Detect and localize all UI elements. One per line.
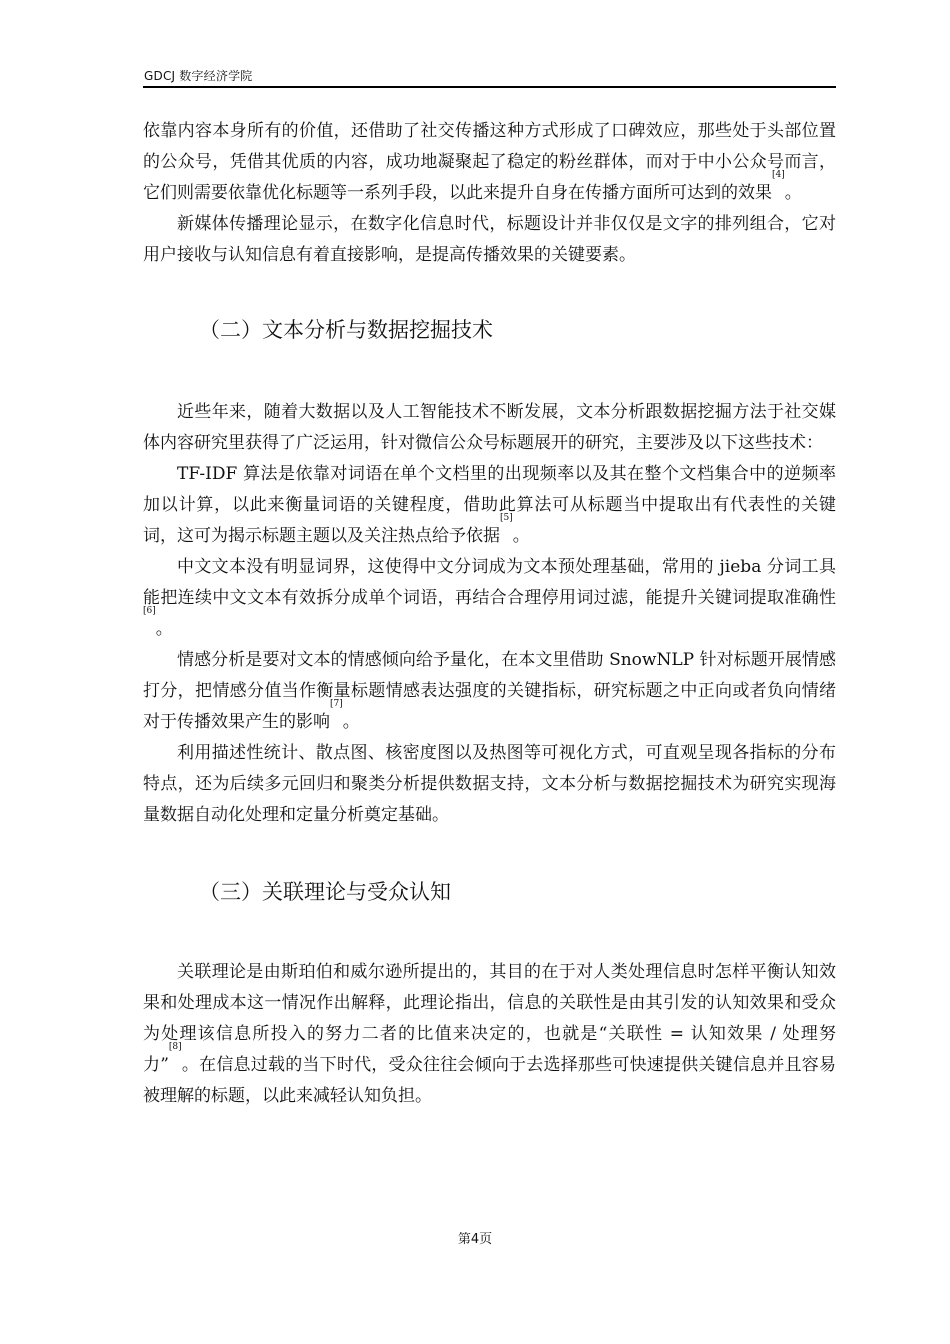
paragraph-tail: 。 <box>342 712 360 732</box>
paragraph-text: TF-IDF 算法是依靠对词语在单个文档里的出现频率以及其在整个文档集合中的逆频率加以计算，以此来衡量词语的关键程度，借助此算法可从标题当中提取出有代表性的关键词，这可为揭示标题主题以及关注热点给予依据 <box>143 464 836 546</box>
section-heading-text-analysis: （二）文本分析与数据挖掘技术 <box>199 318 493 342</box>
citation-ref: [7] <box>330 699 343 709</box>
section-intro-continued <box>143 116 836 271</box>
page-number: 第4页 <box>457 1232 493 1247</box>
citation-ref: [8] <box>168 1042 182 1052</box>
citation-ref: [5] <box>500 513 513 523</box>
citation-ref: [6] <box>143 606 156 616</box>
paragraph <box>143 209 836 271</box>
paragraph <box>143 957 836 1112</box>
section-heading-relevance-theory: （三）关联理论与受众认知 <box>199 880 451 904</box>
paragraph-text: 关联理论是由斯珀伯和威尔逊所提出的，其目的在于对人类处理信息时怎样平衡认知效果和处理成本这一情况作出解释，此理论指出，信息的关联性是由其引发的认知效果和受众为处理该信息所投入的努力二者的比值来决定的，也就是“关联性 = 认知效果 / 处理努力” <box>143 962 836 1075</box>
page-footer <box>0 1228 950 1247</box>
paragraph <box>143 459 836 552</box>
header-title: GDCJ 数字经济学院 <box>144 69 253 83</box>
paragraph-text: 依靠内容本身所有的价值，还借助了社交传播这种方式形成了口碑效应，那些处于头部位置的公众号，凭借其优质的内容，成功地凝聚起了稳定的粉丝群体，而对于中小公众号而言，它们则需要依靠优化标题等一系列手段，以此来提升自身在传播方面所可达到的效果 <box>143 121 836 203</box>
page-header <box>143 66 836 88</box>
section-text-analysis <box>143 397 836 831</box>
paragraph <box>143 552 836 645</box>
paragraph <box>143 738 836 831</box>
paragraph <box>143 645 836 738</box>
paragraph-tail: 。在信息过载的当下时代，受众往往会倾向于去选择那些可快速提供关键信息并且容易被理解的标题，以此来减轻认知负担。 <box>143 1055 836 1106</box>
paragraph-text: 近些年来，随着大数据以及人工智能技术不断发展，文本分析跟数据挖掘方法于社交媒体内容研究里获得了广泛运用，针对微信公众号标题展开的研究，主要涉及以下这些技术： <box>143 402 836 453</box>
paragraph <box>143 397 836 459</box>
paragraph <box>143 116 836 209</box>
paragraph-text: 新媒体传播理论显示，在数字化信息时代，标题设计并非仅仅是文字的排列组合，它对用户接收与认知信息有着直接影响，是提高传播效果的关键要素。 <box>143 214 836 265</box>
paragraph-text: 中文文本没有明显词界，这使得中文分词成为文本预处理基础，常用的 jieba 分词工具能把连续中文文本有效拆分成单个词语，再结合合理停用词过滤，能提升关键词提取准确性 <box>143 557 836 608</box>
section-relevance-theory <box>143 957 836 1112</box>
paragraph-tail: 。 <box>155 619 173 639</box>
paragraph-tail: 。 <box>784 183 802 203</box>
paragraph-text: 情感分析是要对文本的情感倾向给予量化，在本文里借助 SnowNLP 针对标题开展情感打分，把情感分值当作衡量标题情感表达强度的关键指标，研究标题之中正向或者负向情绪对于传播效果产生的影响 <box>143 650 836 732</box>
paragraph-tail: 。 <box>512 526 530 546</box>
paragraph-text: 利用描述性统计、散点图、核密度图以及热图等可视化方式，可直观呈现各指标的分布特点，还为后续多元回归和聚类分析提供数据支持，文本分析与数据挖掘技术为研究实现海量数据自动化处理和定量分析奠定基础。 <box>143 743 836 825</box>
citation-ref: [4] <box>772 170 785 180</box>
page-body <box>143 116 836 1112</box>
